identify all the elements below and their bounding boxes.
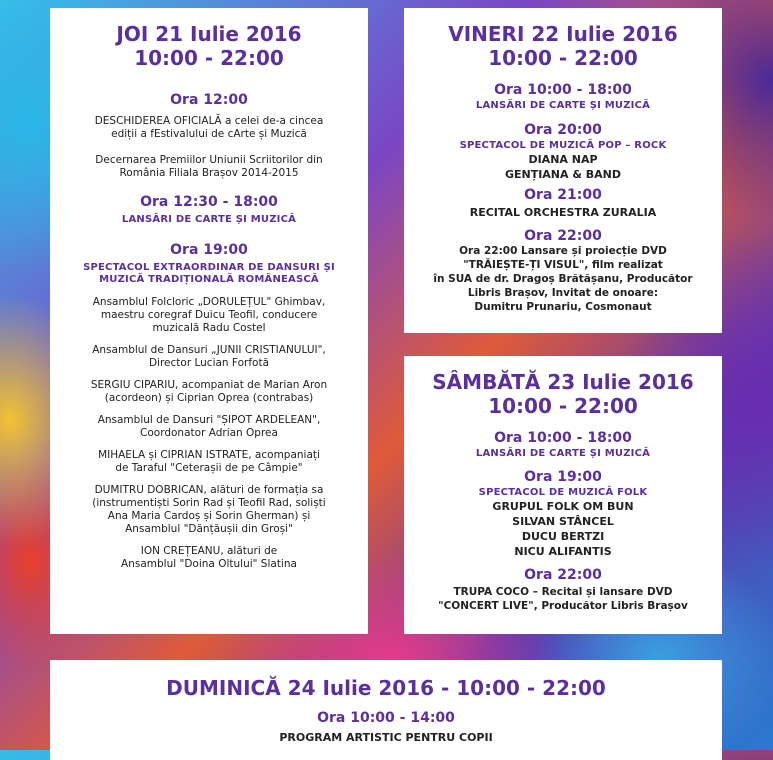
day-hours: 10:00 - 22:00 xyxy=(488,394,638,418)
time-slot: Ora 22:00 xyxy=(524,228,602,244)
time-slot: Ora 21:00 xyxy=(524,187,602,203)
time-slot: Ora 20:00 xyxy=(524,122,602,138)
event-category: LANSĂRI DE CARTE ȘI MUZICĂ xyxy=(121,214,297,225)
time-slot: Ora 10:00 - 14:00 xyxy=(317,710,455,726)
day-hours: 10:00 - 22:00 xyxy=(134,46,284,70)
event-text: Ansamblul Folcloric „DORULEȚUL" Ghimbav, maestru coregraf Duicu Teofil, conducere muzicală Radu Costel xyxy=(92,296,326,334)
event-text: Ora 22:00 Lansare și proiecție DVD "TRĂIEȘTE-ȚI VISUL", film realizat în SUA de dr. Dragoș Brătășanu, Producător Libris Brașov, Invitat de onoare: Dumitru Prunariu, Cosmonaut xyxy=(433,245,693,313)
day-friday-panel xyxy=(404,8,722,333)
day-title: VINERI 22 Iulie 2016 xyxy=(448,22,678,46)
day-title: SÂMBĂTĂ 23 Iulie 2016 xyxy=(432,370,694,394)
event-category: LANSĂRI DE CARTE ȘI MUZICĂ xyxy=(475,100,651,111)
time-slot: Ora 10:00 - 18:00 xyxy=(494,82,632,98)
performer: RECITAL ORCHESTRA ZURALIA xyxy=(469,206,657,219)
event-text: TRUPA COCO – Recital și lansare DVD "CONCERT LIVE", Producător Libris Brașov xyxy=(438,586,688,612)
day-sunday-panel xyxy=(50,660,722,760)
time-slot: Ora 12:30 - 18:00 xyxy=(140,194,278,210)
performer: GRUPUL FOLK OM BUN xyxy=(492,500,634,513)
event-text: Ansamblul de Dansuri „JUNII CRISTIANULUI", Director Lucian Forfotă xyxy=(92,344,326,369)
performer: PROGRAM ARTISTIC PENTRU COPII xyxy=(279,731,493,744)
day-thursday-panel xyxy=(50,8,368,634)
day-title: DUMINICĂ 24 Iulie 2016 - 10:00 - 22:00 xyxy=(166,676,606,700)
time-slot: Ora 19:00 xyxy=(524,469,602,485)
event-category: SPECTACOL DE MUZICĂ POP – ROCK xyxy=(459,140,667,151)
day-saturday-panel xyxy=(404,356,722,634)
time-slot: Ora 22:00 xyxy=(524,567,602,583)
event-category: LANSĂRI DE CARTE ȘI MUZICĂ xyxy=(475,448,651,459)
performer: DUCU BERTZI xyxy=(521,530,605,543)
time-slot: Ora 10:00 - 18:00 xyxy=(494,430,632,446)
performer: DIANA NAP xyxy=(528,153,598,166)
event-category: SPECTACOL EXTRAORDINAR DE DANSURI ȘI MUZICĂ TRADIȚIONALĂ ROMÂNEASCĂ xyxy=(83,262,335,285)
performer: GENȚIANA & BAND xyxy=(504,168,622,181)
day-title: JOI 21 Iulie 2016 xyxy=(116,22,302,46)
event-text: Ansamblul de Dansuri "ȘIPOT ARDELEAN", Coordonator Adrian Oprea xyxy=(97,414,321,439)
time-slot: Ora 12:00 xyxy=(170,92,248,108)
event-text: Decernarea Premiilor Uniunii Scriitorilor din România Filiala Brașov 2014-2015 xyxy=(95,154,323,179)
performer: NICU ALIFANTIS xyxy=(514,545,612,558)
time-slot: Ora 19:00 xyxy=(170,242,248,258)
performer: SILVAN STÂNCEL xyxy=(512,515,614,528)
event-text: DUMITRU DOBRICAN, alături de formația sa (instrumentiști Sorin Rad și Teofil Rad, soliști Ana Maria Cardoș și Sorin Gherman) și Ansamblul "Dănțăușii din Groși" xyxy=(92,484,326,535)
day-hours: 10:00 - 22:00 xyxy=(488,46,638,70)
event-category: SPECTACOL DE MUZICĂ FOLK xyxy=(478,487,648,498)
event-text: MIHAELA și CIPRIAN ISTRATE, acompaniați de Taraful "Ceterașii de pe Câmpie" xyxy=(98,449,320,474)
event-text: ION CREȚEANU, alături de Ansamblul "Doina Oltului" Slatina xyxy=(121,545,297,570)
event-text: SERGIU CIPARIU, acompaniat de Marian Aron (acordeon) și Ciprian Oprea (contrabas) xyxy=(90,379,328,404)
event-text: DESCHIDEREA OFICIALĂ a celei de-a cincea ediții a fEstivalului de cArte și Muzică xyxy=(94,115,324,140)
